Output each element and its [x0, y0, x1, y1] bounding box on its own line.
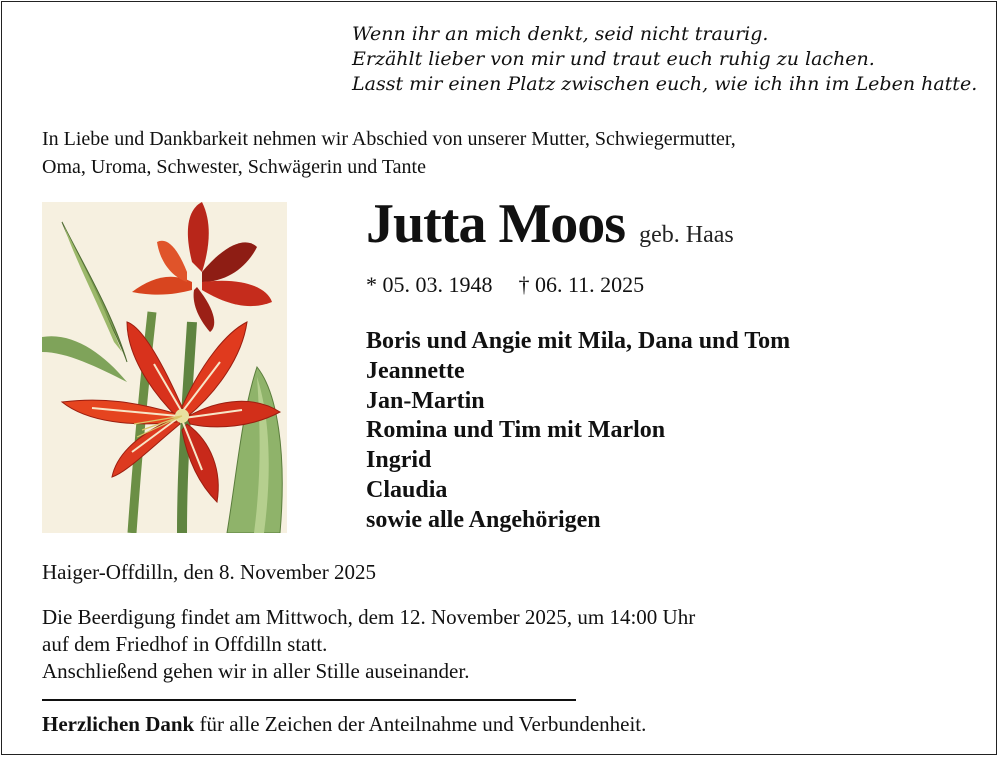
- mourner: Romina und Tim mit Marlon: [366, 417, 666, 444]
- funeral-info: [42, 604, 695, 685]
- mourner: Ingrid: [366, 447, 432, 474]
- thanks-text: für alle Zeichen der Anteilnahme und Verbundenheit.: [194, 712, 647, 736]
- amaryllis-illustration: [42, 202, 287, 533]
- thanks-line: [42, 712, 646, 737]
- funeral-line: auf dem Friedhof in Offdilln statt.: [42, 632, 328, 656]
- mourners-list: [366, 327, 790, 536]
- deceased-name: Jutta Moos: [366, 193, 626, 255]
- poem-line: Erzählt lieber von mir und traut euch ruhig zu lachen.: [352, 48, 875, 70]
- poem: [352, 22, 977, 97]
- intro-line: Oma, Uroma, Schwester, Schwägerin und Tante: [42, 156, 426, 178]
- amaryllis-image: [42, 202, 287, 533]
- intro-text: [42, 125, 736, 181]
- life-dates: [366, 272, 644, 298]
- intro-line: In Liebe und Dankbarkeit nehmen wir Abschied von unserer Mutter, Schwiegermutter,: [42, 128, 736, 150]
- mourner: Jan-Martin: [366, 387, 485, 414]
- place-and-date: Haiger-Offdilln, den 8. November 2025: [42, 560, 376, 584]
- funeral-line: Die Beerdigung findet am Mittwoch, dem 12. November 2025, um 14:00 Uhr: [42, 605, 696, 629]
- mourner: Jeannette: [366, 357, 465, 384]
- divider: [42, 699, 576, 701]
- poem-line: Wenn ihr an mich denkt, seid nicht traurig.: [352, 23, 769, 45]
- mourner: Claudia: [366, 476, 448, 503]
- poem-line: Lasst mir einen Platz zwischen euch, wie ich ihn im Leben hatte.: [352, 73, 978, 95]
- deceased-name-row: [366, 192, 734, 256]
- thanks-bold: Herzlichen Dank: [42, 712, 195, 736]
- mourner: Boris und Angie mit Mila, Dana und Tom: [366, 328, 791, 354]
- death-date: † 06. 11. 2025: [518, 272, 645, 297]
- maiden-name: geb. Haas: [639, 222, 734, 248]
- mourner: sowie alle Angehörigen: [366, 506, 601, 533]
- funeral-line: Anschließend gehen wir in aller Stille auseinander.: [42, 659, 470, 683]
- birth-date: * 05. 03. 1948: [366, 272, 493, 297]
